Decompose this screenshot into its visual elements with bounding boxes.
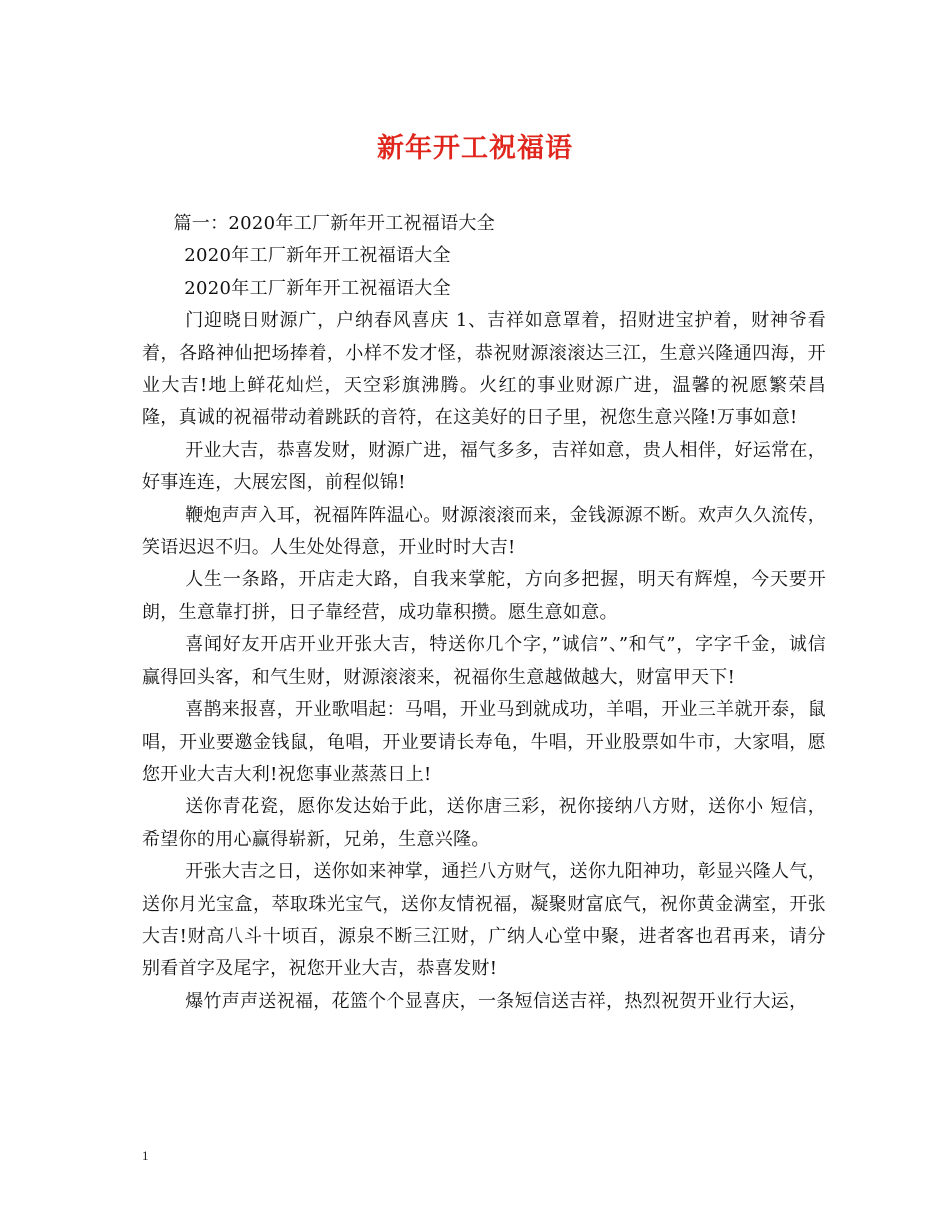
document-title: 新年开工祝福语 (377, 133, 573, 164)
body-paragraph: 爆竹声声送祝福，花篮个个显喜庆，一条短信送吉祥，热烈祝贺开业行大运， (185, 990, 808, 1012)
page-number: 1 (142, 1148, 149, 1163)
body-paragraph: 鞭炮声声入耳，祝福阵阵温心。财源滚滚而来，金钱源源不断。欢声久久流传，笑语迟迟不归。人生处处得意，开业时时大吉! (142, 504, 826, 559)
body-paragraph: 开业大吉，恭喜发财，财源广进，福气多多，吉祥如意，贵人相伴，好运常在，好事连连，大展宏图，前程似锦! (142, 439, 826, 494)
body-paragraph: 喜闻好友开店开业开张大吉，特送你几个字，”诚信”、”和气”，字字千金，诚信赢得回头客，和气生财，财源滚滚来，祝福你生意越做越大，财富甲天下! (142, 634, 826, 688)
section-subheading: 2020年工厂新年开工祝福语大全 (184, 245, 451, 267)
body-paragraph: 开张大吉之日，送你如来神掌，通拦八方财气，送你九阳神功，彰显兴隆人气，送你月光宝盒，萃取珠光宝气，送你友情祝福，凝聚财富底气，祝你黄金满室，开张大吉!财高八斗十顷百，源泉不断三江财，广纳人心堂中聚，进者客也君再来，请分别看首字及尾字，祝您开业大吉，恭喜发财! (142, 861, 826, 980)
section-subheading: 2020年工厂新年开工祝福语大全 (184, 277, 451, 299)
document-body (142, 208, 826, 1018)
body-paragraph: 人生一条路，开店走大路，自我来掌舵，方向多把握，明天有辉煌，今天要开朗，生意靠打拼，日子靠经营，成功靠积攒。愿生意如意。 (142, 569, 826, 623)
body-paragraph: 喜鹊来报喜，开业歌唱起：马唱，开业马到就成功，羊唱，开业三羊就开泰，鼠唱，开业要邀金钱鼠，龟唱，开业要请长寿龟，牛唱，开业股票如牛市，大家唱，愿您开业大吉大利!祝您事业蒸蒸日上! (142, 699, 826, 785)
body-paragraph: 送你青花瓷，愿你发达始于此，送你唐三彩，祝你接纳八方财，送你小 短信，希望你的用心赢得崭新，兄弟，生意兴隆。 (142, 796, 826, 850)
body-paragraph: 门迎晓日财源广，户纳春风喜庆 1、吉祥如意罩着，招财进宝护着，财神爷看着，各路神仙把场捧着，小样不发才怪，恭祝财源滚滚达三江，生意兴隆通四海，开业大吉!地上鲜花灿烂，天空彩旗沸腾。火红的事业财源广进，温馨的祝愿繁荣昌隆，真诚的祝福带动着跳跃的音符，在这美好的日子里，祝您生意兴隆!万事如意! (142, 310, 826, 429)
section-heading: 篇一：2020年工厂新年开工祝福语大全 (173, 213, 496, 234)
